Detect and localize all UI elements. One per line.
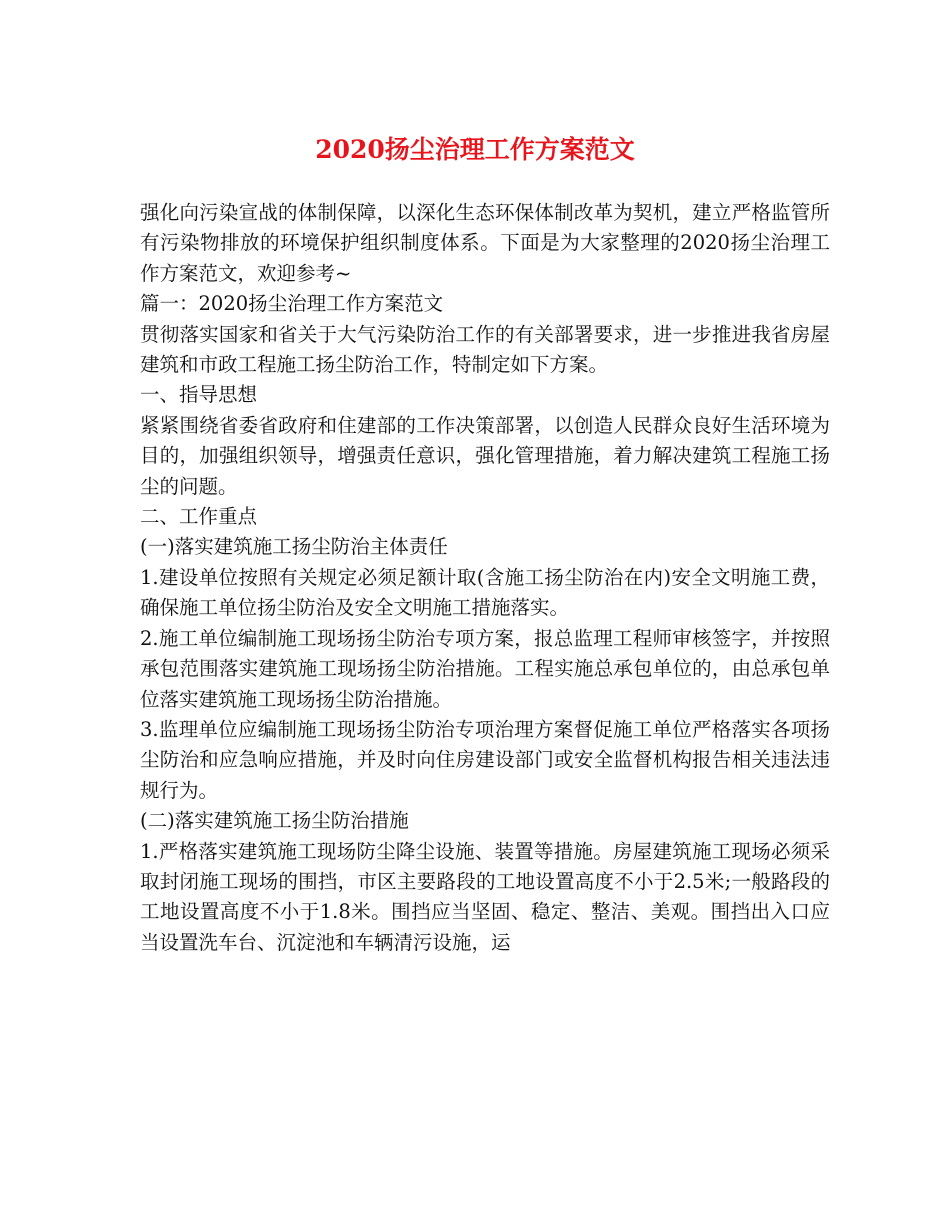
subsection-heading-responsibility: (一)落实建筑施工扬尘防治主体责任 xyxy=(140,535,448,559)
paragraph-purpose: 贯彻落实国家和省关于大气污染防治工作的有关部署要求，进一步推进我省房屋建筑和市政工程施工扬尘防治工作，特制定如下方案。 xyxy=(140,322,830,377)
subsection-heading-measures: (二)落实建筑施工扬尘防治措施 xyxy=(140,809,409,833)
list-item-dust-facilities: 1.严格落实建筑施工现场防尘降尘设施、装置等措施。房屋建筑施工现场必须采取封闭施工现场的围挡，市区主要路段的工地设置高度不小于2.5米;一般路段的工地设置高度不小于1.8米。围挡应当坚固、稳定、整洁、美观。围挡出入口应当设置洗车台、沉淀池和车辆清污设施，运 xyxy=(140,839,830,954)
paragraph-guiding-ideology: 紧紧围绕省委省政府和住建部的工作决策部署，以创造人民群众良好生活环境为目的，加强组织领导，增强责任意识，强化管理措施，着力解决建筑工程施工扬尘的问题。 xyxy=(140,413,830,498)
list-item-contractor-unit: 2.施工单位编制施工现场扬尘防治专项方案，报总监理工程师审核签字，并按照承包范围落实建筑施工现场扬尘防治措施。工程实施总承包单位的，由总承包单位落实建筑施工现场扬尘防治措施。 xyxy=(140,626,830,711)
list-item-supervision-unit: 3.监理单位应编制施工现场扬尘防治专项治理方案督促施工单位严格落实各项扬尘防治和应急响应措施，并及时向住房建设部门或安全监督机构报告相关违法违规行为。 xyxy=(140,717,830,802)
list-item-construction-unit: 1.建设单位按照有关规定必须足额计取(含施工扬尘防治在内)安全文明施工费，确保施工单位扬尘防治及安全文明施工措施落实。 xyxy=(140,565,830,620)
section-heading-work-focus: 二、工作重点 xyxy=(140,505,258,529)
section-heading-guiding-ideology: 一、指导思想 xyxy=(140,383,258,407)
paragraph-intro: 强化向污染宣战的体制保障，以深化生态环保体制改革为契机，建立严格监管所有污染物排放的环境保护组织制度体系。下面是为大家整理的2020扬尘治理工作方案范文，欢迎参考~ xyxy=(140,201,830,285)
section-heading-part-one: 篇一：2020扬尘治理工作方案范文 xyxy=(140,292,444,316)
document-body xyxy=(140,198,830,958)
document-title: 2020扬尘治理工作方案范文 xyxy=(315,135,635,164)
